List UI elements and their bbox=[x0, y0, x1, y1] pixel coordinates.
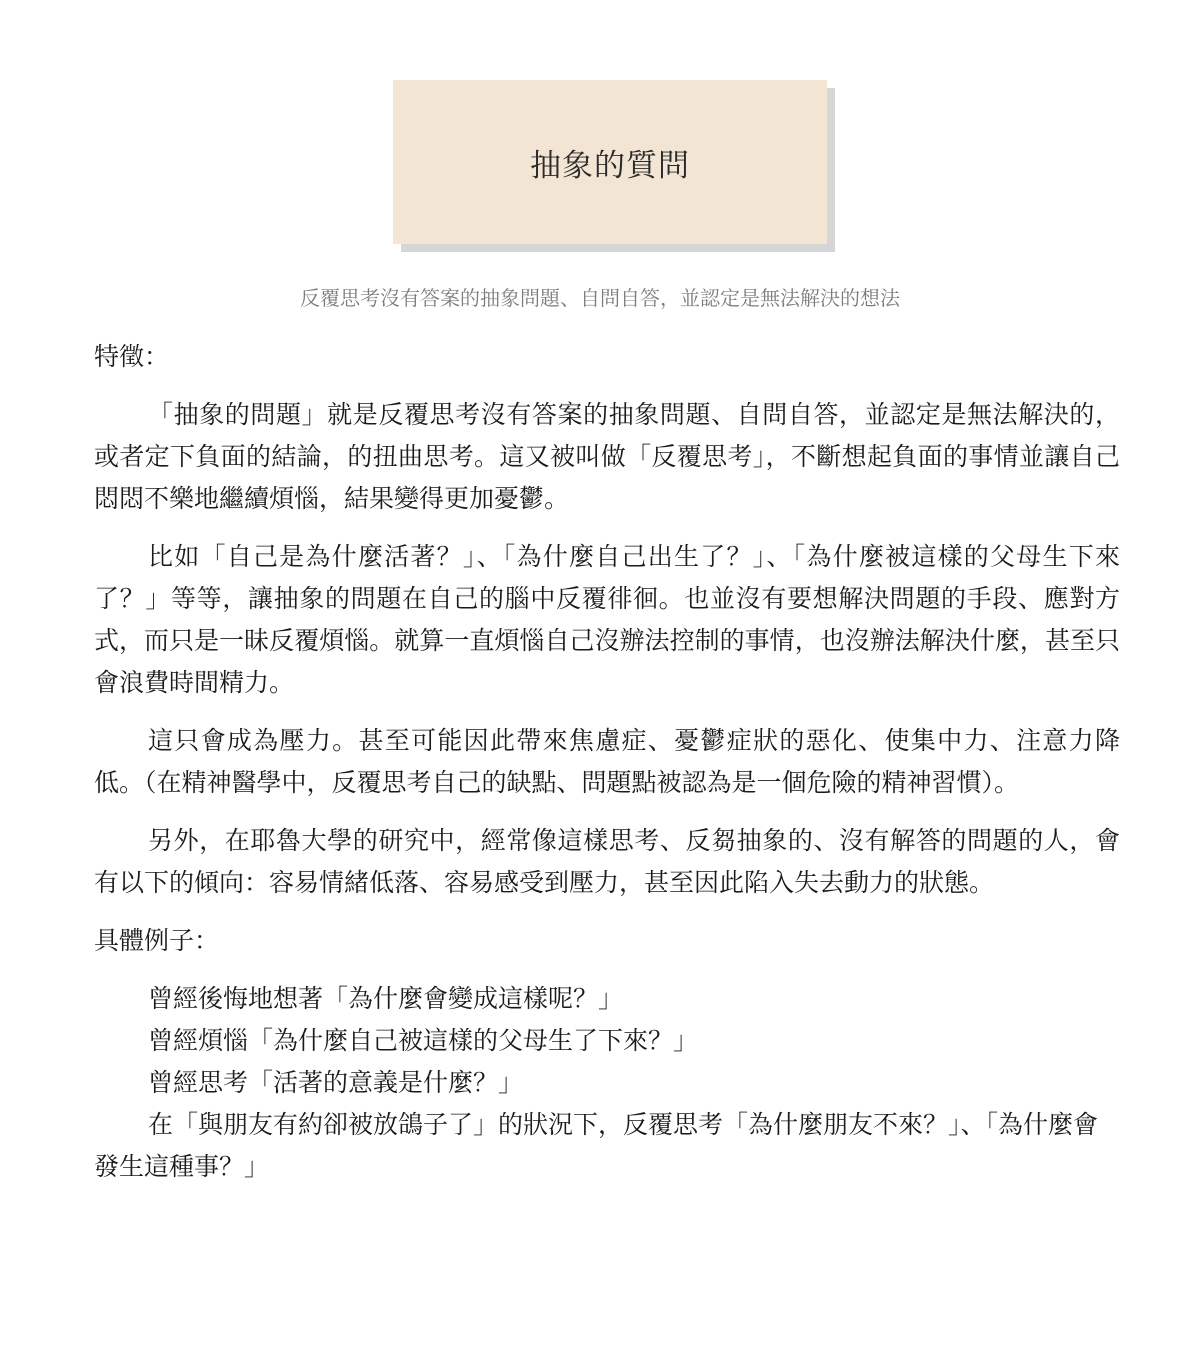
example-item: 曾經後悔地想著「為什麼會變成這樣呢？」 bbox=[148, 984, 624, 1013]
features-heading: 特徵： bbox=[94, 342, 170, 371]
example-item: 曾經思考「活著的意義是什麼？」 bbox=[148, 1068, 524, 1097]
examples-heading: 具體例子： bbox=[94, 926, 220, 955]
example-item: 曾經煩惱「為什麼自己被這樣的父母生了下來？」 bbox=[148, 1026, 699, 1055]
example-item: 在「與朋友有約卻被放鴿子了」的狀況下，反覆思考「為什麼朋友不來？」、「為什麼會發生這種事？」 bbox=[94, 1110, 1099, 1181]
page-title: 抽象的質問 bbox=[530, 147, 690, 184]
subtitle: 反覆思考沒有答案的抽象問題、自問自答，並認定是無法解決的想法 bbox=[300, 286, 900, 310]
paragraph: 「抽象的問題」就是反覆思考沒有答案的抽象問題、自問自答，並認定是無法解決的，或者定下負面的結論，的扭曲思考。這又被叫做「反覆思考」，不斷想起負面的事情並讓自己悶悶不樂地繼續煩惱，結果變得更加憂鬱。 bbox=[94, 400, 1120, 513]
examples-list bbox=[94, 978, 1120, 1188]
paragraph: 這只會成為壓力。甚至可能因此帶來焦慮症、憂鬱症狀的惡化、使集中力、注意力降低。（在精神醫學中，反覆思考自己的缺點、問題點被認為是一個危險的精神習慣）。 bbox=[94, 726, 1120, 797]
article-body bbox=[94, 336, 1120, 1188]
paragraph: 另外，在耶魯大學的研究中，經常像這樣思考、反芻抽象的、沒有解答的問題的人，會有以下的傾向：容易情緒低落、容易感受到壓力，甚至因此陷入失去動力的狀態。 bbox=[94, 826, 1120, 897]
paragraph: 比如「自己是為什麼活著？」、「為什麼自己出生了？」、「為什麼被這樣的父母生下來了？」等等，讓抽象的問題在自己的腦中反覆徘徊。也並沒有要想解決問題的手段、應對方式，而只是一昧反覆煩惱。就算一直煩惱自己沒辦法控制的事情，也沒辦法解決什麼，甚至只會浪費時間精力。 bbox=[94, 542, 1120, 697]
title-card bbox=[393, 80, 827, 244]
